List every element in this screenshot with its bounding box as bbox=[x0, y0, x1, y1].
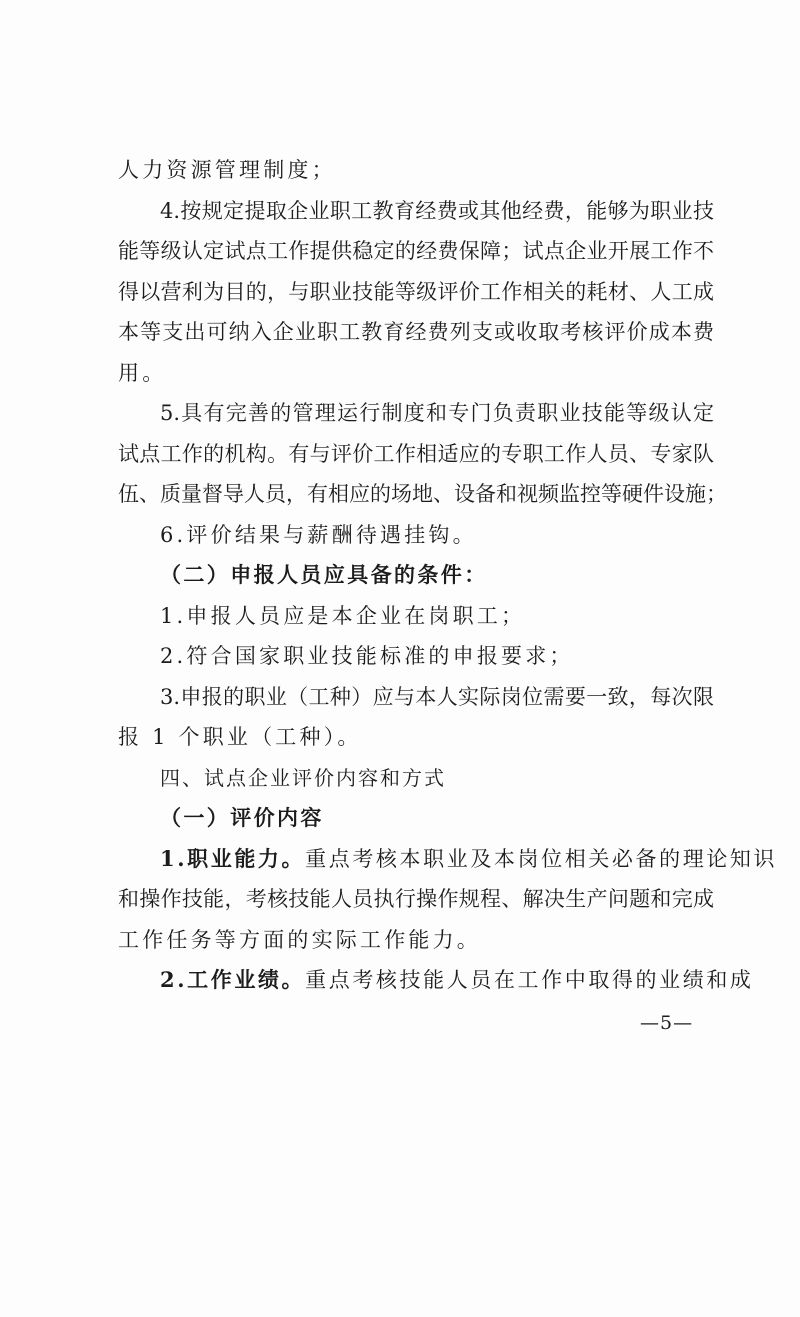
text-line: 试点工作的机构。有与评价工作相适应的专职工作人员、专家队 bbox=[118, 441, 714, 466]
item-lead: 1.职业能力。 bbox=[160, 845, 306, 871]
text-line: 得以营利为目的，与职业技能等级评价工作相关的耗材、人工成 bbox=[118, 279, 714, 304]
section-subheading: （二）申报人员应具备的条件： bbox=[160, 562, 488, 587]
text-line: 人力资源管理制度； bbox=[118, 158, 336, 182]
document-body bbox=[118, 150, 778, 1001]
section-subheading: （一）评价内容 bbox=[160, 805, 324, 830]
text-line: 工作任务等方面的实际工作能力。 bbox=[118, 927, 481, 952]
text-line: 5.具有完善的管理运行制度和专门负责职业技能等级认定 bbox=[160, 401, 714, 425]
item-text: 重点考核技能人员在工作中取得的业绩和成 bbox=[305, 968, 754, 992]
item-text: 重点考核本职业及本岗位相关必备的理论知识 bbox=[305, 846, 778, 871]
section-heading: 四、试点企业评价内容和方式 bbox=[160, 765, 446, 790]
text-line: 3.申报的职业（工种）应与本人实际岗位需要一致，每次限 bbox=[160, 684, 714, 709]
text-line: 6.评价结果与薪酬待遇挂钩。 bbox=[160, 522, 477, 547]
text-line bbox=[118, 839, 778, 880]
text-line: 1.申报人员应是本企业在岗职工； bbox=[160, 603, 526, 628]
text-line: 用。 bbox=[118, 360, 167, 385]
page-number: —5— bbox=[640, 1012, 694, 1034]
text-line: 4.按规定提取企业职工教育经费或其他经费，能够为职业技 bbox=[160, 198, 714, 223]
text-line: 2.符合国家职业技能标准的申报要求； bbox=[160, 644, 574, 668]
text-line: 和操作技能，考核技能人员执行操作规程、解决生产问题和完成 bbox=[118, 887, 714, 911]
text-line: 能等级认定试点工作提供稳定的经费保障；试点企业开展工作不 bbox=[118, 239, 714, 263]
item-lead: 2.工作业绩。 bbox=[160, 967, 306, 992]
text-line: 本等支出可纳入企业职工教育经费列支或收取考核评价成本费 bbox=[118, 320, 714, 344]
text-line: 伍、质量督导人员，有相应的场地、设备和视频监控等硬件设施； bbox=[118, 482, 727, 506]
text-line: 报 1 个职业（工种）。 bbox=[118, 725, 362, 749]
text-line bbox=[118, 960, 754, 1001]
